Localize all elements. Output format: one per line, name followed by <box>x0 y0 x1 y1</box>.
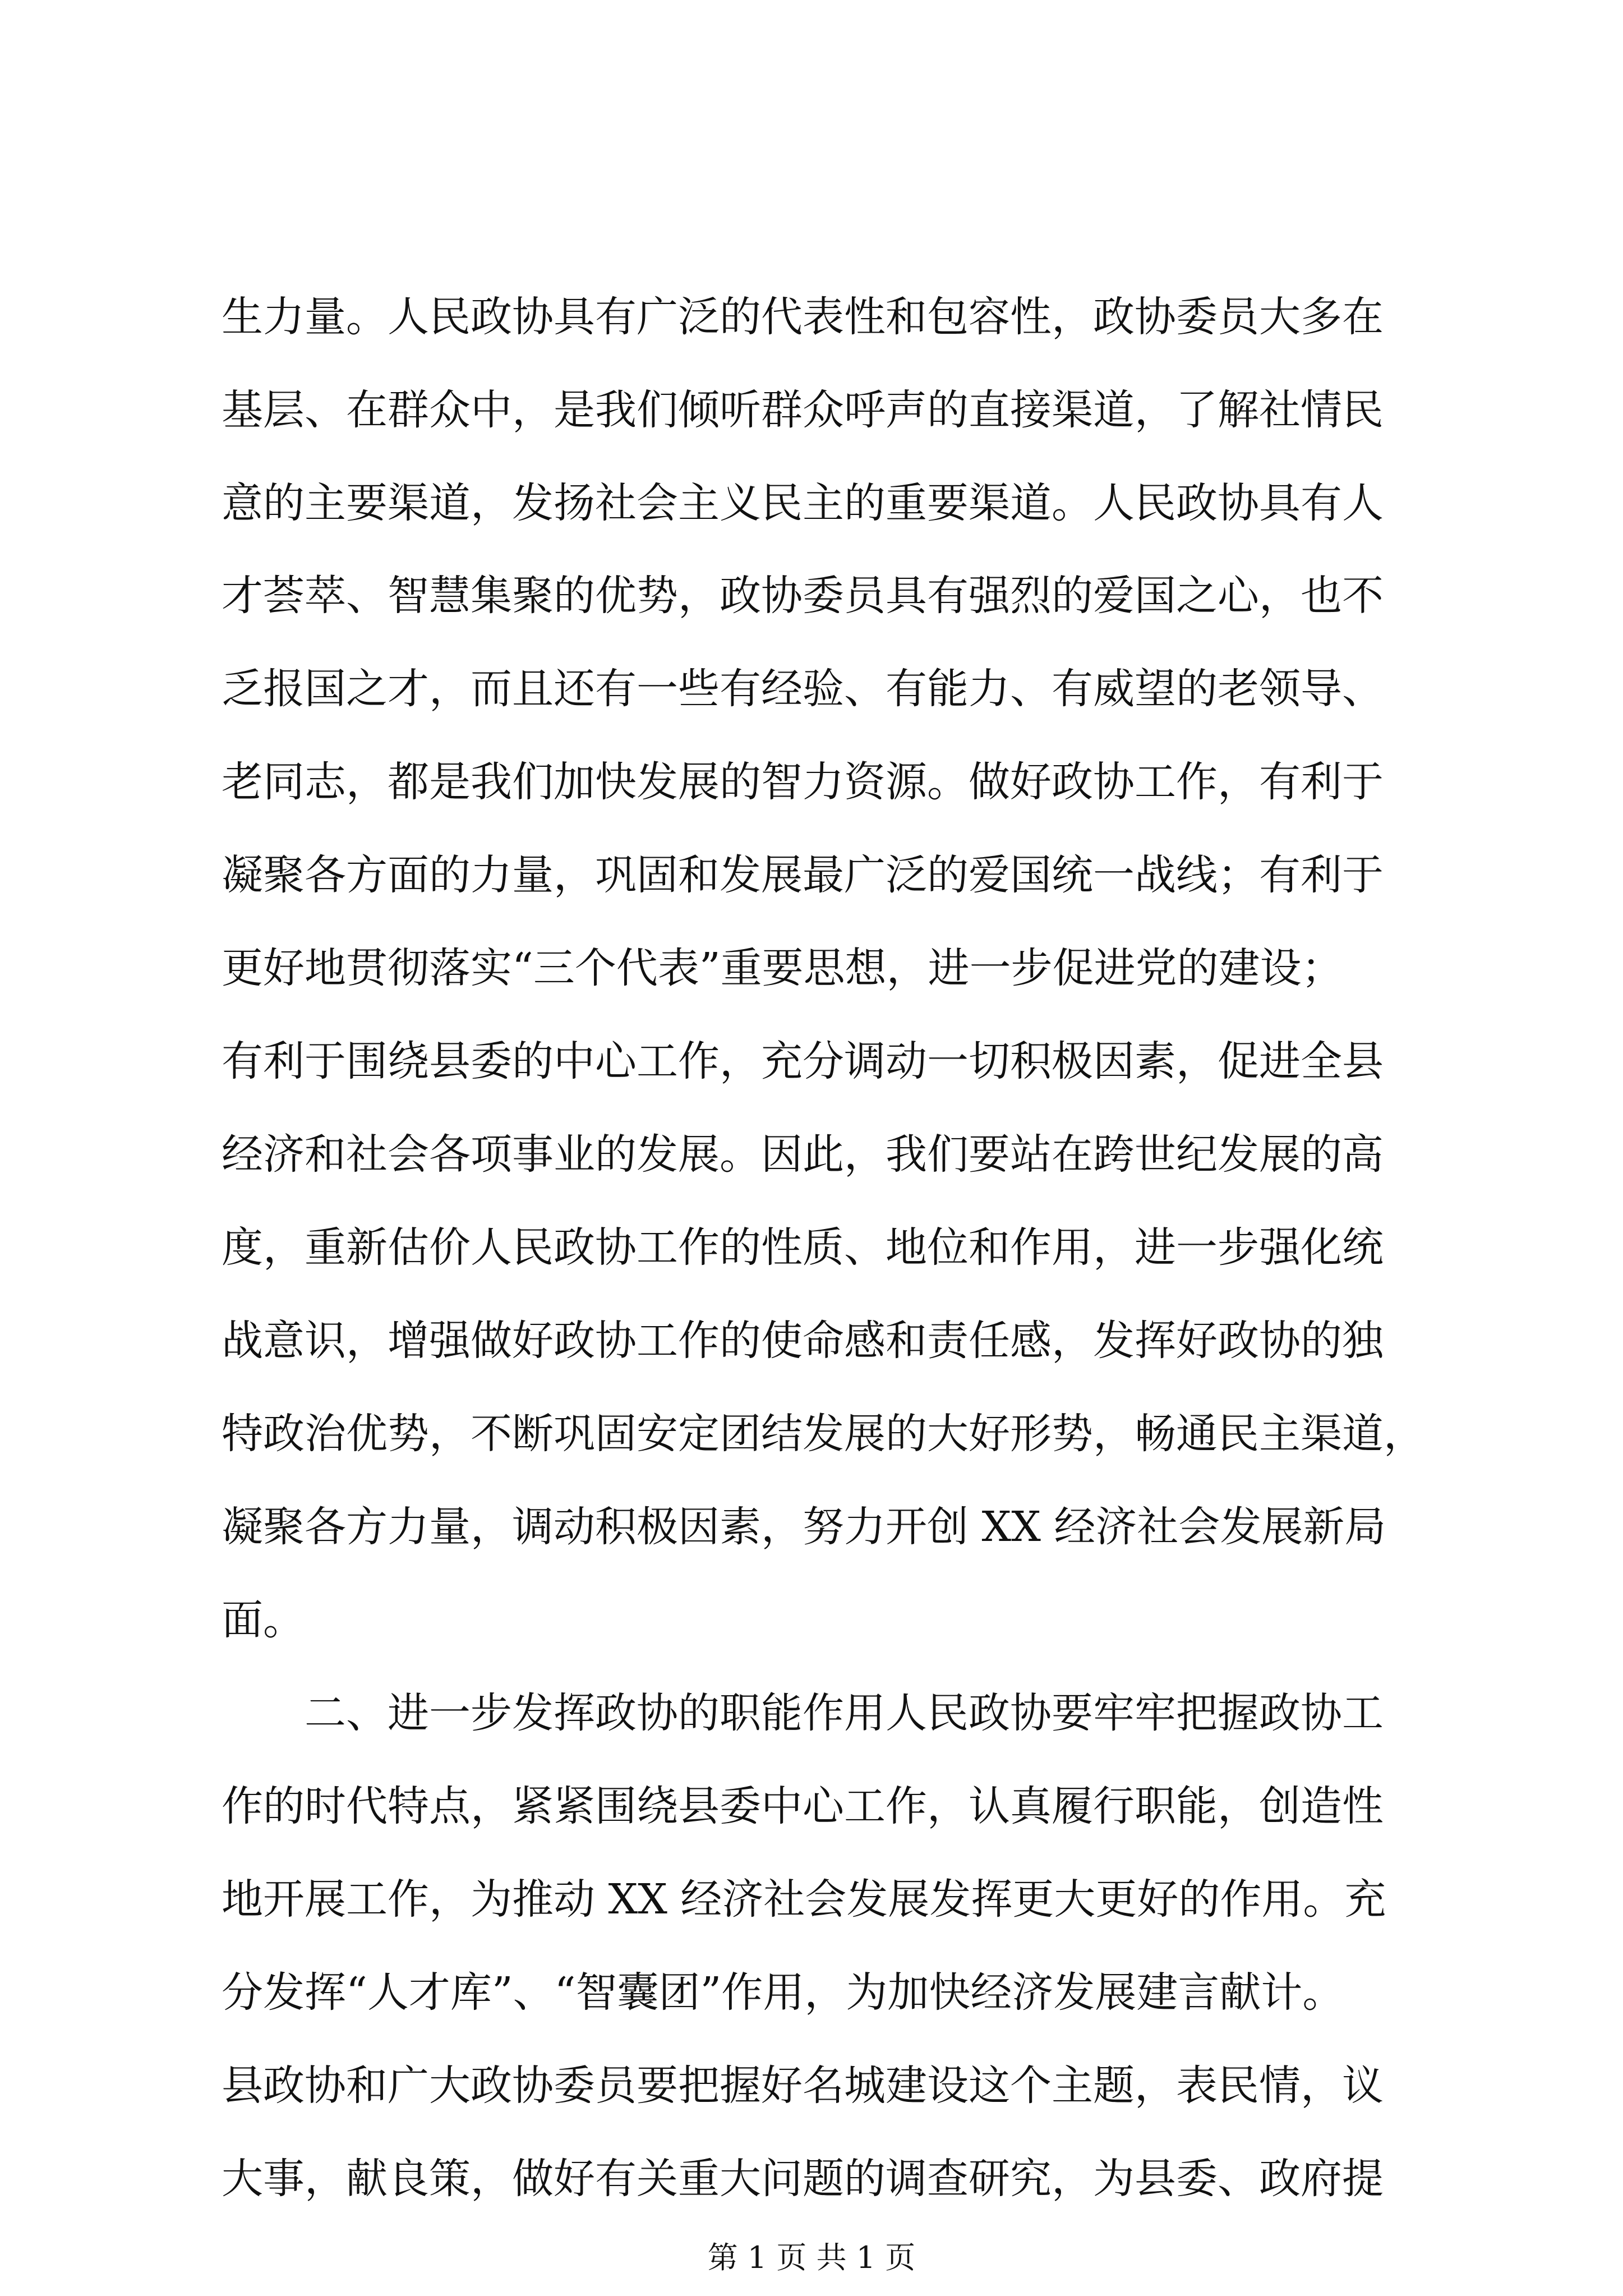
body-line: 地开展工作，为推动 XX 经济社会发展发挥更大更好的作用。充 <box>222 1875 1386 1924</box>
body-line: 更好地贯彻落实“三个代表”重要思想，进一步促进党的建设； <box>222 944 1343 992</box>
body-line: 有利于围绕县委的中心工作，充分调动一切积极因素，促进全县 <box>222 1037 1384 1085</box>
body-line: 战意识，增强做好政协工作的使命感和责任感，发挥好政协的独 <box>222 1317 1384 1365</box>
body-line: 意的主要渠道，发扬社会主义民主的重要渠道。人民政协具有人 <box>222 479 1384 527</box>
page-footer: 第 1 页 共 1 页 <box>707 2240 916 2275</box>
body-line: 度，重新估价人民政协工作的性质、地位和作用，进一步强化统 <box>222 1223 1384 1272</box>
body-line: 特政治优势，不断巩固安定团结发展的大好形势，畅通民主渠道， <box>222 1410 1425 1458</box>
body-line: 凝聚各方面的力量，巩固和发展最广泛的爱国统一战线；有利于 <box>222 851 1384 899</box>
body-line: 作的时代特点，紧紧围绕县委中心工作，认真履行职能，创造性 <box>222 1782 1384 1830</box>
body-line: 经济和社会各项事业的发展。因此，我们要站在跨世纪发展的高 <box>222 1130 1384 1179</box>
body-line: 凝聚各方力量，调动积极因素，努力开创 XX 经济社会发展新局 <box>222 1503 1386 1551</box>
body-line: 面。 <box>222 1596 305 1644</box>
body-line: 县政协和广大政协委员要把握好名城建设这个主题，表民情，议 <box>222 2062 1384 2110</box>
body-line: 分发挥“人才库”、“智囊团”作用，为加快经济发展建言献计。 <box>222 1968 1344 2017</box>
body-line: 生力量。人民政协具有广泛的代表性和包容性，政协委员大多在 <box>222 293 1384 341</box>
body-line: 老同志，都是我们加快发展的智力资源。做好政协工作，有利于 <box>222 758 1384 806</box>
body-line: 基层、在群众中，是我们倾听群众呼声的直接渠道，了解社情民 <box>222 386 1384 434</box>
body-line: 才荟萃、智慧集聚的优势，政协委员具有强烈的爱国之心，也不 <box>222 572 1384 620</box>
body-line: 大事，献良策，做好有关重大问题的调查研究，为县委、政府提 <box>222 2155 1384 2203</box>
section-heading-line: 二、进一步发挥政协的职能作用人民政协要牢牢把握政协工 <box>222 1689 1384 1737</box>
body-line: 乏报国之才，而且还有一些有经验、有能力、有威望的老领导、 <box>222 665 1384 713</box>
